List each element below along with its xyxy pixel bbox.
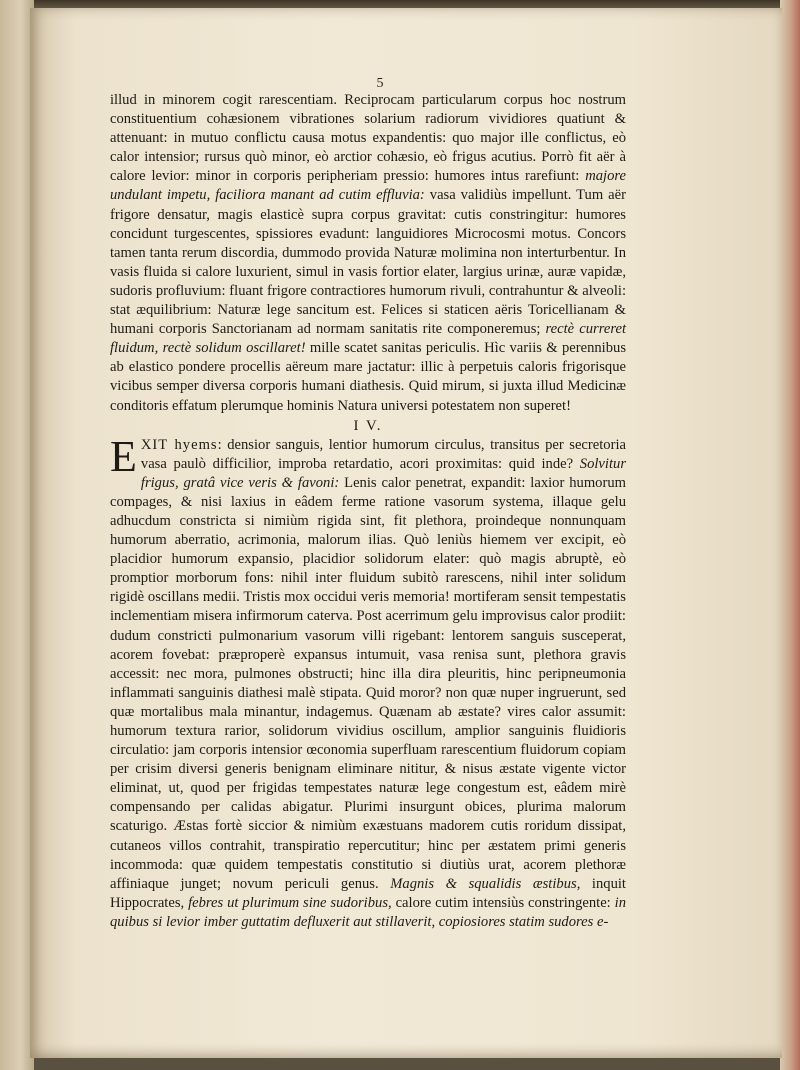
left-page-edge bbox=[0, 0, 34, 1070]
paragraph-2-body bbox=[110, 431, 626, 930]
italic-phrase: febres ut plurimum sine sudoribus bbox=[188, 894, 389, 911]
italic-phrase: Magnis & squalidis æstibus bbox=[390, 875, 577, 892]
text-run: vasa validiùs impellunt. Tum aër frigore densatur, magis elasticè supra corpus gravitat: cutis constringitur: humores concidunt turgescentes, spissiores evadunt: languidiores Microcosmi motus. Concors tamen tanta rerum discordia, dummodo provida Naturæ molimina non interturbentur. In vasis fluida si calore luxurient, simul in vasis fortior elater, largius urinæ, auræ vapidæ, sudoris profluvium: fluant frigore contractiores humorum rivuli, contrahuntur & alveoli: stat æquilibrium: Naturæ lege sancitum est. Felices si staticen aëris Toricellianam & humani corporis Sanctorianam ad normam sanitatis rite componeremus; bbox=[110, 187, 626, 338]
section-heading: I V. bbox=[353, 417, 383, 434]
paragraph-2 bbox=[110, 431, 626, 932]
italic-phrase: rectè curreret fluidum, rectè solidum oscillaret! bbox=[110, 321, 626, 357]
italic-phrase: majore undulant impetu, faciliora manant ad cutim effluvia: bbox=[110, 168, 626, 204]
text-run: Lenis calor penetrat, expandit: laxior humorum compages, & nisi laxius in eâdem ferme ratione vasorum systema, illaque gelu adhucdum constricta si nimiùm rigida sint, fit plethora, proindeque nonnunquam humorum aberratio, acrimonia, malorum ilias. Quò leniùs hiemem ver excipit, eò placidior humorum expansio, placidior solidorum elater: quò magis abruptè, eò promptior morborum fons: nihil inter fluidum subitò rarescens, nihil inter solidum rigidè oscillans medii. Tristis mox occidui veris memoria! mortiferam sensit tempestatis inclementiam misera infirmorum caterva. Post acerrimum gelu improvisus calor prodiit: dudum constricti pulmonarium vasorum villi rigebant: lentorem sanguis susceperat, acorem fovebat: præproperè expansus intumuit, vasa renisa sunt, plethora gravis accessit: nec mora, pulmones obstructi; hinc illa dira pleuritis, hinc peripneumonia inflammati sanguinis diathesi malè stipata. Quid moror? non quæ nuper ingruerunt, sed quæ mortalibus mala minantur, indagemus. Quænam ab æstate? vires calor assumit: humorum textura rarior, solidorum vividius oscillum, amplior sanguinis fluidioris circulatio: jam corporis intensior œconomia superfluam rarescentium fluidorum copiam per crisim diversi generis benignam eliminare nititur, & nisus æstate vigente victor eliminat, ut, quod per frigidas tempestates naturæ lege congestum est, eâdem mirè compensando per calidas abigatur. Plurimi insurgunt obices, plurima malorum scaturigo. Æstas fortè siccior & nimiùm exæstuans madorem cutis roridum dissipat, cutaneos villos contrahit, transpiratio repercutitur; hinc per æstatem primi generis incommoda: quæ quidem tempestatis constitutio si diutiùs urat, acorem plethoræ affiniaque junget; novum periculi genus. bbox=[110, 474, 626, 892]
right-page-edge bbox=[780, 0, 800, 1070]
text-run: , inquit Hippocrates, bbox=[110, 875, 626, 911]
page-text bbox=[110, 91, 626, 932]
text-run: illud in minorem cogit rarescentiam. Reciprocam particularum corpus hoc nostrum constituentium cohæsionem vibrationes solarium radiorum vividiores quatiunt & attenuant: in mutuo conflictu causa motus expandentis: quo major ille conflictus, eò calor intensior; rursus quò minor, eò arctior cohæsio, eò frigus acutius. Porrò fit aër à calore levior: minor in corporis peripheriam pressio: humores intus rarefiunt: bbox=[110, 92, 626, 185]
paragraph-2-lead: XIT hyems bbox=[140, 436, 218, 453]
drop-cap: E bbox=[110, 431, 137, 481]
italic-phrase: Solvitur frigus, gratâ vice veris & favoni: bbox=[140, 455, 626, 491]
italic-phrase: in quibus si levior imber guttatim defluxerit aut stillaverit, copiosiores statim sudores e- bbox=[110, 894, 626, 930]
paragraph-1 bbox=[110, 91, 626, 416]
text-run: , calore cutim intensiùs constringente: bbox=[388, 894, 615, 911]
text-run: : densior sanguis, lentior humorum circulus, transitus per secretoria vasa paulò difficilior, improba retardatio, acori proximitas: quid inde? bbox=[140, 436, 626, 472]
page-number: 5 bbox=[376, 76, 384, 91]
text-run: mille scatet sanitas periculis. Hìc variis & perennibus ab elastico pondere procellis aëreum mare jactatur: illic à perpetuis caloris frigorisque vicibus semper diversa corporis humani diathesis. Quid mirum, si juxta illud Medicinæ conditoris effatum plerumque hominis Natura universi potestatem non superet! bbox=[110, 340, 626, 414]
